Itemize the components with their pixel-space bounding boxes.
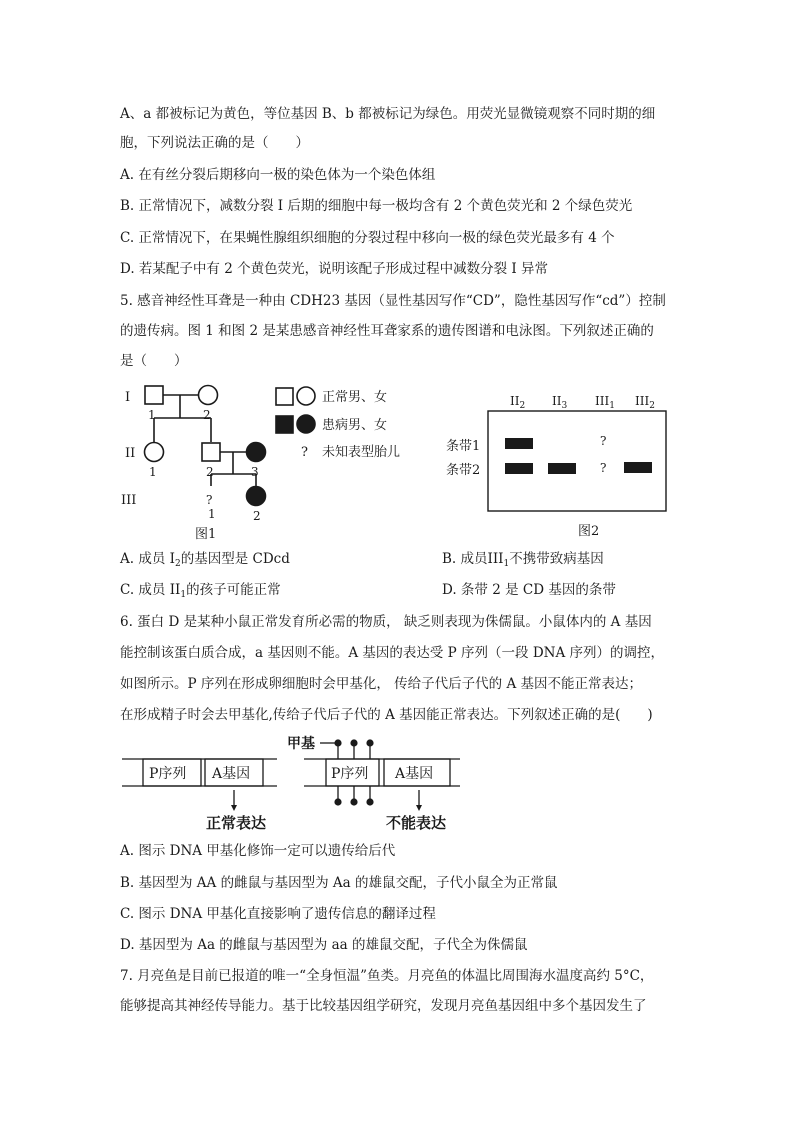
q6-stem-line-1: 6. 蛋白 D 是某种小鼠正常发育所必需的物质， 缺乏则表现为侏儒鼠。小鼠体内的 A 基因 xyxy=(120,614,652,630)
lane-label-ii2: $II_2$ xyxy=(510,394,526,411)
q4-stem-line-1: A、a 都被标记为黄色，等位基因 B、b 都被标记为绿色。用荧光显微镜观察不同时期的细 xyxy=(120,106,656,122)
methyl-dot xyxy=(350,739,357,746)
q4-option-c: C. 正常情况下，在果蝇性腺组织细胞的分裂过程中移向一极的绿色荧光最多有 4 个 xyxy=(120,230,615,246)
q7-stem-line-2: 能够提高其神经传导能力。基于比较基因组学研究，发现月亮鱼基因组中多个基因发生了 xyxy=(120,998,647,1014)
methyl-label: 甲基 xyxy=(287,736,315,752)
q6-stem-line-3: 如图所示。P 序列在形成卵细胞时会甲基化， 传给子代后子代的 A 基因不能正常表达； xyxy=(120,676,642,692)
gel-frame xyxy=(488,411,666,511)
right-a-gene-label: A基因 xyxy=(395,766,434,782)
q5-stem-line-3: 是（ ） xyxy=(120,353,188,369)
left-down-arrow-head xyxy=(231,805,237,811)
ind-label-ii1: 1 xyxy=(149,465,157,479)
pedigree-ii3-affected-female xyxy=(247,443,266,462)
q6-stem-line-4: 在形成精子时会去甲基化,传给子代后子代的 A 基因能正常表达。下列叙述正确的是( ) xyxy=(120,707,653,723)
legend-normal-male-icon xyxy=(276,388,293,405)
band1-unknown-mark: ? xyxy=(600,434,607,448)
legend-affected-female-icon xyxy=(297,415,315,433)
methyl-dot xyxy=(334,798,341,805)
ind-label-iii2: 2 xyxy=(253,509,261,523)
methyl-dot xyxy=(366,798,373,805)
q7-stem-line-1: 7. 月亮鱼是目前已报道的唯一“全身恒温”鱼类。月亮鱼的体温比周围海水温度高约 5°C， xyxy=(120,968,654,984)
left-p-sequence-label: P序列 xyxy=(149,766,187,782)
q4-option-d: D. 若某配子中有 2 个黄色荧光，说明该配子形成过程中减数分裂 I 异常 xyxy=(120,261,549,277)
legend-unknown-label: 未知表型胎儿 xyxy=(322,445,401,460)
q5-stem-line-1: 5. 感音神经性耳聋是一种由 CDH23 基因（显性基因写作“CD”，隐性基因写作“cd”）控制 xyxy=(120,293,666,309)
right-p-sequence-label: P序列 xyxy=(331,766,369,782)
band-label-2: 条带2 xyxy=(446,463,481,478)
ind-label-iii1: 1 xyxy=(208,507,216,521)
q5-option-d: D. 条带 2 是 CD 基因的条带 xyxy=(442,582,616,598)
left-result-label: 正常表达 xyxy=(206,814,267,832)
pedigree-i2-normal-female xyxy=(199,386,218,405)
right-result-label: 不能表达 xyxy=(386,814,447,832)
q6-stem-line-2: 能控制该蛋白质合成，a 基因则不能。A 基因的表达受 P 序列（一段 DNA 序列）的调控， xyxy=(120,645,665,661)
lane-label-iii1: $III_1$ xyxy=(595,394,615,411)
gen-label-ii: II xyxy=(125,446,136,461)
q5-option-b: B. 成员$III_1$不携带致病基因 xyxy=(442,551,604,569)
band-ii2-band2 xyxy=(505,463,533,474)
fig1-caption: 图1 xyxy=(195,527,217,542)
pedigree-ii2-normal-male xyxy=(202,443,220,461)
legend-affected-label: 患病男、女 xyxy=(322,418,388,433)
band-ii2-band1 xyxy=(505,438,533,449)
q4-stem-line-2: 胞，下列说法正确的是（ ） xyxy=(120,135,309,151)
ind-label-ii2: 2 xyxy=(206,465,214,479)
q4-option-a: A. 在有丝分裂后期移向一极的染色体为一个染色体组 xyxy=(120,167,436,183)
right-down-arrow-head xyxy=(416,805,422,811)
legend-normal-female-icon xyxy=(297,387,315,405)
gen-label-iii: III xyxy=(121,493,137,508)
methyl-dot xyxy=(334,739,341,746)
legend-unknown-mark: ? xyxy=(301,445,308,460)
methyl-dot xyxy=(350,798,357,805)
band-ii3-band2 xyxy=(548,463,576,474)
pedigree-iii2-affected-female xyxy=(247,487,266,506)
band-iii2-band2 xyxy=(624,462,652,473)
left-a-gene-label: A基因 xyxy=(212,766,251,782)
pedigree-ii1-normal-female xyxy=(145,443,164,462)
q5-option-a: A. 成员 $I_2$的基因型是 CDcd xyxy=(120,551,290,569)
electrophoresis-figure xyxy=(440,383,680,543)
q6-option-c: C. 图示 DNA 甲基化直接影响了遗传信息的翻译过程 xyxy=(120,906,436,922)
legend-affected-male-icon xyxy=(276,416,293,433)
ind-label-ii3: 3 xyxy=(251,465,259,479)
methyl-dot xyxy=(366,739,373,746)
pedigree-figure xyxy=(115,380,415,545)
unknown-fetus-mark: ? xyxy=(206,493,213,507)
gen-label-i: I xyxy=(125,390,131,405)
ind-label-i2: 2 xyxy=(203,408,211,422)
q5-stem-line-2: 的遗传病。图 1 和图 2 是某患感音神经性耳聋家系的遗传图谱和电泳图。下列叙述正确的 xyxy=(120,323,654,339)
q6-option-a: A. 图示 DNA 甲基化修饰一定可以遗传给后代 xyxy=(120,843,396,859)
lane-label-iii2: $III_2$ xyxy=(635,394,655,411)
fig2-caption: 图2 xyxy=(578,524,600,539)
methylation-figure xyxy=(122,735,462,835)
q4-option-b: B. 正常情况下，减数分裂 I 后期的细胞中每一极均含有 2 个黄色荧光和 2 个绿色荧光 xyxy=(120,198,633,214)
q6-option-b: B. 基因型为 AA 的雌鼠与基因型为 Aa 的雄鼠交配，子代小鼠全为正常鼠 xyxy=(120,875,558,891)
band2-unknown-mark: ? xyxy=(600,461,607,475)
ind-label-i1: 1 xyxy=(148,408,156,422)
band-label-1: 条带1 xyxy=(446,439,481,454)
q6-option-d: D. 基因型为 Aa 的雌鼠与基因型为 aa 的雄鼠交配，子代全为侏儒鼠 xyxy=(120,937,528,953)
legend-normal-label: 正常男、女 xyxy=(322,390,388,405)
pedigree-i1-normal-male xyxy=(145,386,163,404)
q5-option-c: C. 成员 $II_1$的孩子可能正常 xyxy=(120,582,281,600)
lane-label-ii3: $II_3$ xyxy=(552,394,568,411)
